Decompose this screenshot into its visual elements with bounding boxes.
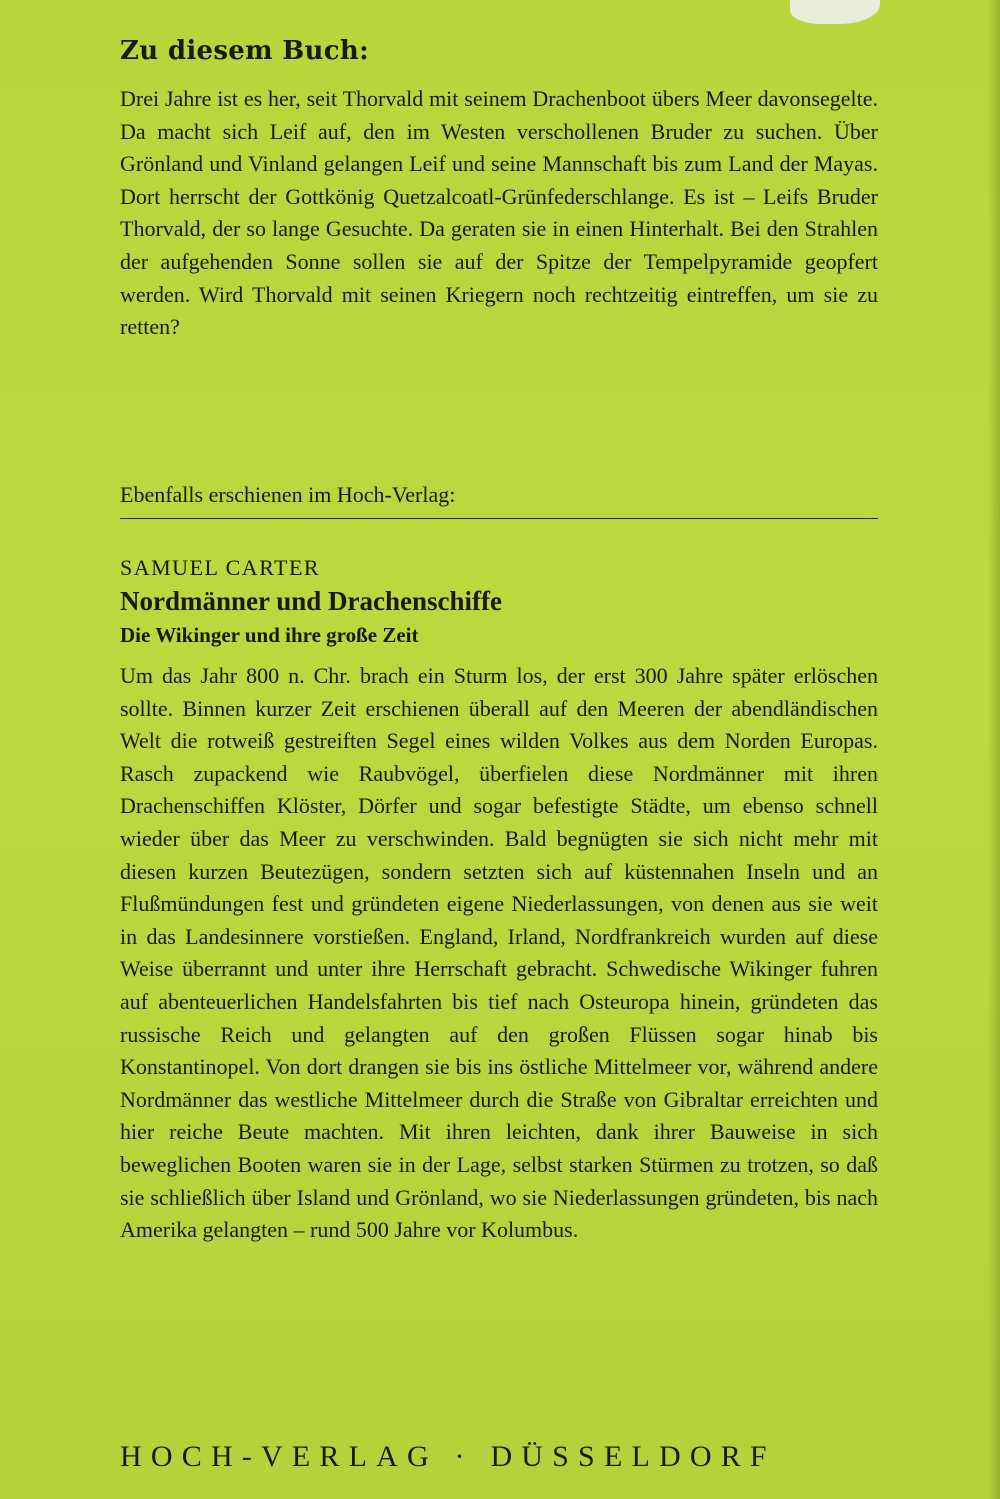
about-text: Drei Jahre ist es her, seit Thorvald mit seinem Drachenboot übers Meer davonsegelte. Da macht sich Leif auf, den im Westen verschollenen Bruder zu suchen. Über Grönland und Vinland gelangen Leif und seine Mannschaft bis zum Land der Mayas. Dort herrscht der Gottkönig Quetzalcoatl-Grünfederschlange. Es ist – Leifs Bruder Thorvald, der so lange Gesuchte. Da geraten sie in einen Hinterhalt. Bei den Strahlen der aufgehenden Sonne sollen sie auf der Spitze der Tempelpyramide geopfert werden. Wird Thorvald mit seinen Kriegern noch rechtzeitig eintreffen, um sie zu retten? bbox=[120, 86, 878, 340]
cover-edge-shadow bbox=[988, 0, 1000, 1499]
book-title: Nordmänner und Drachenschiffe bbox=[120, 586, 503, 616]
about-heading: Zu diesem Buch: bbox=[120, 36, 369, 66]
book-author: SAMUEL CARTER bbox=[120, 555, 321, 580]
also-published-label: Ebenfalls erschienen im Hoch-Verlag: bbox=[120, 482, 456, 507]
book-description: Um das Jahr 800 n. Chr. brach ein Sturm los, der erst 300 Jahre später erlöschen sollte. Binnen kurzer Zeit erschienen überall auf den Meeren der abendländischen Welt die rotweiß gestreiften Segel eines wilden Volkes aus dem Norden Europas. Rasch zupackend wie Raubvögel, überfielen diese Nordmänner mit ihren Drachenschiffen Klöster, Dörfer und sogar befestigte Städte, um ebenso schnell wieder über das Meer zu verschwinden. Bald begnügten sie sich nicht mehr mit diesen kurzen Beutezügen, sondern setzten sich auf küstennahen Inseln und an Flußmündungen fest und gründeten eigene Niederlassungen, von denen aus sie weit in das Landesinnere vorstießen. England, Irland, Nordfrankreich wurden auf diese Weise überrannt und unter ihre Herrschaft gebracht. Schwedische Wikinger fuhren auf abenteuerlichen Handelsfahrten bis tief nach Osteuropa hinein, gründeten das russische Reich und gelangten auf den großen Flüssen sogar hinab bis Konstantinopel. Von dort drangen sie bis ins östliche Mittelmeer vor, während andere Nordmänner das westliche Mittelmeer durch die Straße von Gibraltar erreichten und hier reiche Beute machten. Mit ihren leichten, dank ihrer Bauweise in sich beweglichen Booten waren sie in der Lage, selbst starken Stürmen zu trotzen, so daß sie schließlich über Island und Grönland, wo sie Niederlassungen gründeten, bis nach Amerika gelangten – rund 500 Jahre vor Kolumbus. bbox=[120, 663, 878, 1243]
divider-rule bbox=[120, 518, 878, 519]
book-subtitle: Die Wikinger und ihre große Zeit bbox=[120, 623, 419, 647]
publisher-imprint: HOCH-VERLAG · DÜSSELDORF bbox=[120, 1440, 776, 1473]
